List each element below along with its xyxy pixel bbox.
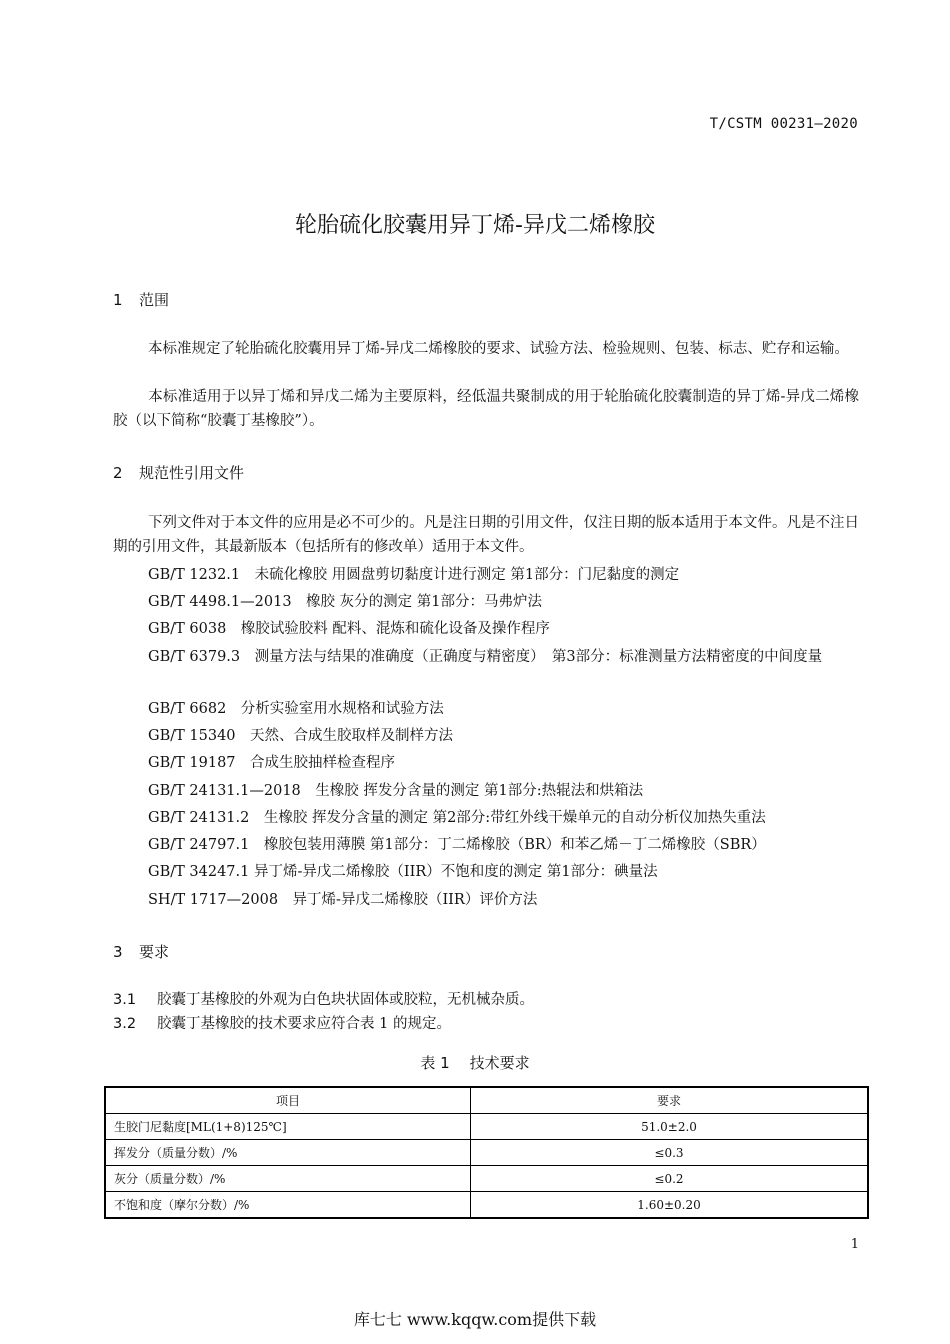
reference-item: GB/T 19187 合成生胶抽样检查程序: [148, 755, 396, 771]
table-cell: 挥发分（质量分数）/%: [105, 1140, 471, 1166]
table-cell: ≤0.3: [471, 1140, 869, 1166]
clause-3-2: [113, 1012, 451, 1036]
reference-item: GB/T 6682 分析实验室用水规格和试验方法: [148, 701, 444, 717]
table-caption: [0, 1052, 950, 1073]
reference-item: GB/T 24131.1—2018 生橡胶 挥发分含量的测定 第1部分:热辊法和烘箱法: [148, 783, 644, 799]
table-header-cell: 项目: [105, 1087, 471, 1114]
clause-number: 3.2: [113, 1016, 137, 1032]
reference-item: GB/T 6038 橡胶试验胶料 配料、混炼和硫化设备及操作程序: [148, 621, 550, 637]
table-cell: 灰分（质量分数）/%: [105, 1166, 471, 1192]
paragraph: [113, 337, 859, 361]
section-1-heading: [113, 289, 169, 310]
table-cell: 51.0±2.0: [471, 1114, 869, 1140]
section-title: 要求: [139, 943, 170, 961]
paragraph-text: 本标准规定了轮胎硫化胶囊用异丁烯-异戊二烯橡胶的要求、试验方法、检验规则、包装、标志、贮存和运输。: [148, 341, 849, 357]
reference-item: GB/T 24131.2 生橡胶 挥发分含量的测定 第2部分:带红外线干燥单元的自动分析仪加热失重法: [148, 810, 766, 826]
table-cell: 不饱和度（摩尔分数）/%: [105, 1192, 471, 1219]
paragraph: [113, 511, 859, 559]
table-caption-number: 表 1: [420, 1054, 450, 1072]
section-number: 2: [113, 464, 123, 482]
document-title: 轮胎硫化胶囊用异丁烯-异戊二烯橡胶: [295, 213, 655, 238]
table-cell: 生胶门尼黏度[ML(1+8)125℃]: [105, 1114, 471, 1140]
table-row: [105, 1114, 868, 1140]
reference-item: GB/T 24797.1 橡胶包装用薄膜 第1部分：丁二烯橡胶（BR）和苯乙烯－丁二烯橡胶（SBR）: [148, 837, 766, 853]
table-row: [105, 1166, 868, 1192]
page-number: 1: [850, 1237, 859, 1252]
reference-item: [113, 645, 859, 669]
section-2-heading: [113, 462, 244, 483]
standard-number: T/CSTM 00231—2020: [709, 116, 858, 132]
section-number: 3: [113, 943, 123, 961]
technical-requirements-table: [104, 1086, 869, 1219]
download-footer: 库七七 www.kqqw.com提供下载: [353, 1310, 597, 1329]
table-header-row: [105, 1087, 868, 1114]
table-cell: 1.60±0.20: [471, 1192, 869, 1219]
clause-3-1: [113, 988, 534, 1012]
paragraph: [113, 385, 859, 433]
section-title: 范围: [139, 291, 170, 309]
section-3-heading: [113, 941, 169, 962]
table-cell: ≤0.2: [471, 1166, 869, 1192]
clause-text: 胶囊丁基橡胶的外观为白色块状固体或胶粒，无机械杂质。: [157, 992, 534, 1008]
reference-item: GB/T 4498.1—2013 橡胶 灰分的测定 第1部分：马弗炉法: [148, 594, 542, 610]
section-number: 1: [113, 291, 123, 309]
table-header-cell: 要求: [471, 1087, 869, 1114]
section-title: 规范性引用文件: [139, 464, 245, 482]
table-row: [105, 1192, 868, 1219]
reference-text: GB/T 6379.3 测量方法与结果的准确度（正确度与精密度） 第3部分：标准测量方法精密度的中间度量: [148, 649, 823, 665]
reference-item: SH/T 1717—2008 异丁烯-异戊二烯橡胶（IIR）评价方法: [148, 892, 538, 908]
paragraph-text: 本标准适用于以异丁烯和异戊二烯为主要原料，经低温共聚制成的用于轮胎硫化胶囊制造的异丁烯-异戊二烯橡胶（以下简称“胶囊丁基橡胶”）。: [113, 389, 859, 429]
table-row: [105, 1140, 868, 1166]
clause-number: 3.1: [113, 992, 137, 1008]
table-caption-title: 技术要求: [469, 1054, 530, 1072]
reference-item: GB/T 15340 天然、合成生胶取样及制样方法: [148, 728, 454, 744]
paragraph-text: 下列文件对于本文件的应用是必不可少的。凡是注日期的引用文件，仅注日期的版本适用于本文件。凡是不注日期的引用文件，其最新版本（包括所有的修改单）适用于本文件。: [113, 515, 859, 555]
reference-item: GB/T 1232.1 未硫化橡胶 用圆盘剪切黏度计进行测定 第1部分：门尼黏度的测定: [148, 567, 680, 583]
reference-item: GB/T 34247.1 异丁烯-异戊二烯橡胶（IIR）不饱和度的测定 第1部分：碘量法: [148, 864, 658, 880]
clause-text: 胶囊丁基橡胶的技术要求应符合表 1 的规定。: [157, 1016, 451, 1032]
